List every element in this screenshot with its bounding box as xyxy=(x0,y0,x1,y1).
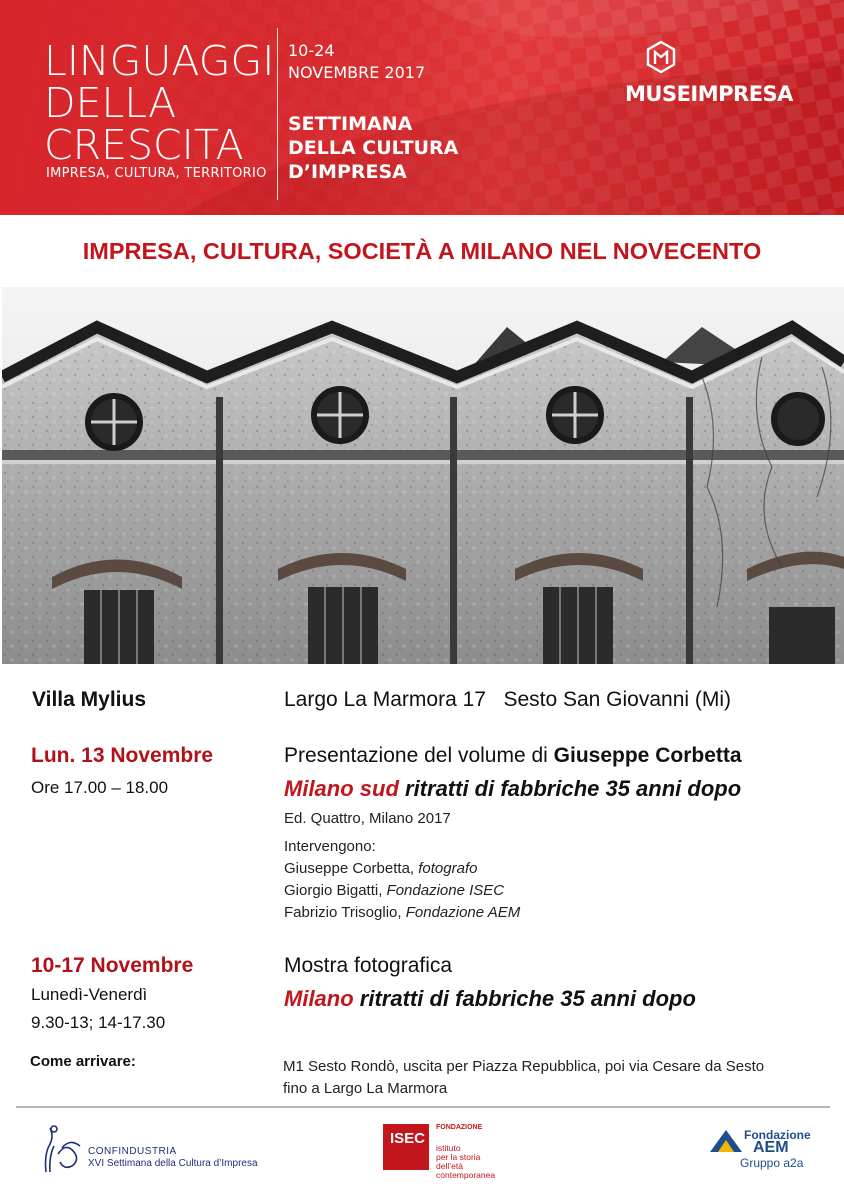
banner-divider xyxy=(277,28,278,200)
footer-divider xyxy=(16,1106,830,1108)
event2-date: 10-17 Novembre xyxy=(31,954,194,977)
factory-photo xyxy=(2,287,844,664)
event1-book-rest: ritratti di fabbriche 35 anni dopo xyxy=(398,776,742,801)
isec-fondazione-label: FONDAZIONE xyxy=(436,1124,483,1131)
speaker-item xyxy=(284,858,520,880)
event2-title: Mostra fotografica xyxy=(284,954,453,977)
event2-book-rest: ritratti di fabbriche 35 anni dopo xyxy=(353,986,696,1011)
isec-line: per la storia xyxy=(436,1152,481,1162)
event1-presentation xyxy=(284,744,742,768)
speaker-name: Giorgio Bigatti, xyxy=(284,882,387,899)
confindustria-subtitle: XVI Settimana della Cultura d’Impresa xyxy=(88,1158,258,1169)
isec-line: dell’età xyxy=(436,1161,463,1171)
event1-book-red: Milano sud xyxy=(284,776,399,801)
hexagon-m-icon xyxy=(646,40,676,74)
event1-intro: Presentazione del volume di xyxy=(284,744,554,767)
confindustria-logo-icon xyxy=(40,1124,88,1174)
event1-book-title xyxy=(284,776,741,802)
banner-title-line2: DELLA xyxy=(44,79,177,127)
isec-logo xyxy=(383,1124,429,1170)
speaker-role: fotografo xyxy=(418,860,478,877)
directions-label: Come arrivare: xyxy=(30,1053,136,1070)
venue-name: Villa Mylius xyxy=(32,688,146,711)
aem-group: Gruppo a2a xyxy=(740,1156,804,1170)
page-headline: IMPRESA, CULTURA, SOCIETÀ A MILANO NEL NOVECENTO xyxy=(82,238,762,264)
speaker-name: Fabrizio Trisoglio, xyxy=(284,904,406,921)
aem-name: AEM xyxy=(753,1139,789,1156)
speaker-item xyxy=(284,880,520,902)
aem-logo-icon xyxy=(708,1128,744,1154)
speaker-name: Giuseppe Corbetta, xyxy=(284,860,419,877)
museimpresa-logo-text: MUSEIMPRESA xyxy=(625,82,793,106)
isec-line: contemporanea xyxy=(436,1170,496,1180)
aem-fondazione-label: Fondazione xyxy=(744,1128,811,1142)
event1-author: Giuseppe Corbetta xyxy=(553,744,742,767)
event1-publisher: Ed. Quattro, Milano 2017 xyxy=(284,810,451,827)
event2-book-red: Milano xyxy=(284,986,354,1011)
event2-days: Lunedì-Venerdì xyxy=(31,985,148,1004)
banner-dates-line1: 10-24 xyxy=(288,41,335,60)
event2-book-title xyxy=(284,986,696,1012)
event1-details xyxy=(284,808,520,924)
banner-title-line1: LINGUAGGI xyxy=(44,37,275,85)
event1-date: Lun. 13 Novembre xyxy=(31,744,214,767)
banner-event-line3: D’IMPRESA xyxy=(288,161,407,183)
speaker-item xyxy=(284,902,520,924)
banner-dates xyxy=(288,40,425,84)
directions-text: M1 Sesto Rondò, uscita per Piazza Repubblica, poi via Cesare da Sesto fino a Largo La Marmora xyxy=(283,1058,765,1097)
banner-event-name xyxy=(288,112,458,184)
speaker-role: Fondazione AEM xyxy=(405,904,521,921)
banner-dates-line2: NOVEMBRE 2017 xyxy=(288,63,426,82)
banner-event-line1: SETTIMANA xyxy=(288,113,413,135)
header-banner xyxy=(0,0,844,215)
venue-address: Largo La Marmora 17 Sesto San Giovanni (Mi) xyxy=(284,688,732,711)
isec-line: istituto xyxy=(436,1143,461,1153)
banner-subtitle: IMPRESA, CULTURA, TERRITORIO xyxy=(46,166,267,181)
banner-title xyxy=(44,37,275,169)
banner-event-line2: DELLA CULTURA xyxy=(288,137,459,159)
isec-logo-mark: ISEC xyxy=(390,1130,426,1147)
confindustria-name: CONFINDUSTRIA xyxy=(88,1146,177,1157)
event1-time: Ore 17.00 – 18.00 xyxy=(31,778,169,797)
isec-description xyxy=(436,1144,516,1180)
speaker-role: Fondazione ISEC xyxy=(386,882,505,899)
event2-hours: 9.30-13; 14-17.30 xyxy=(31,1013,166,1032)
speakers-label: Intervengono: xyxy=(284,838,376,855)
banner-title-line3: CRESCITA xyxy=(44,121,244,169)
